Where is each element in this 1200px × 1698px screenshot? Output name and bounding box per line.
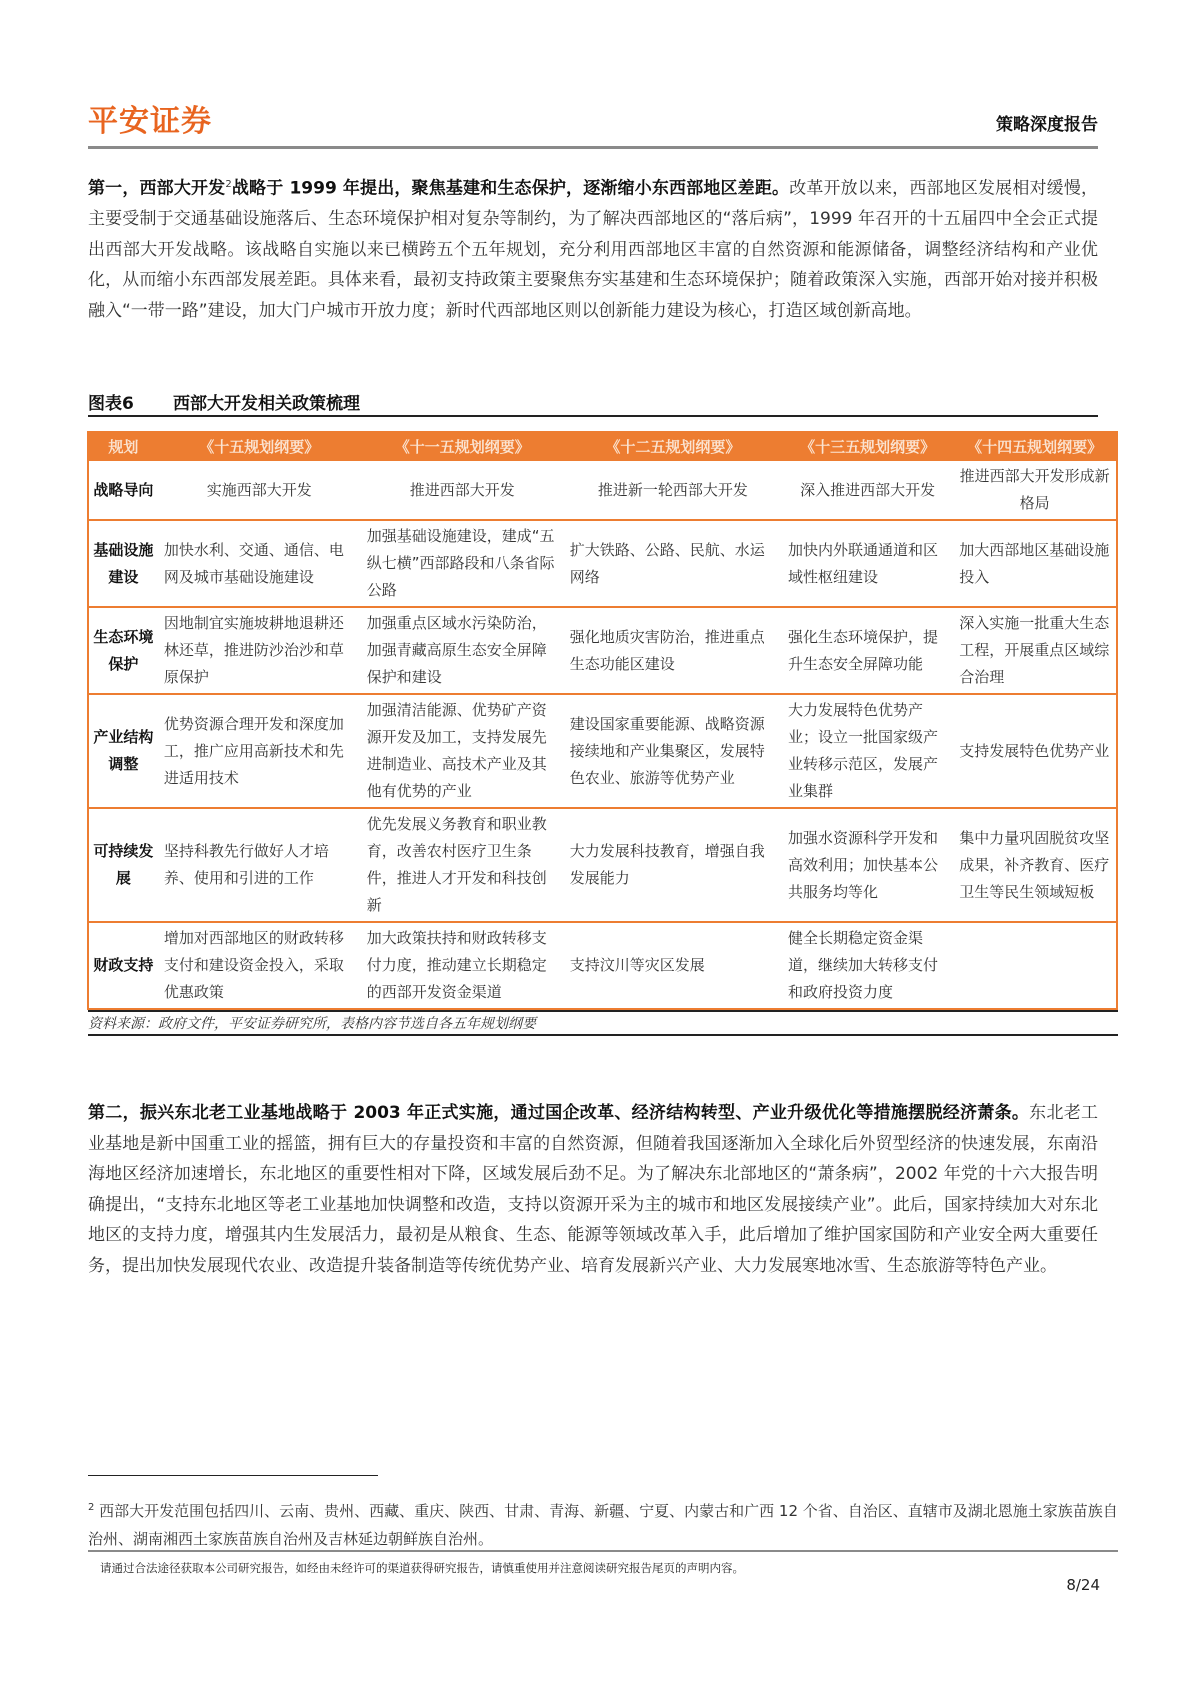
table-cell: 扩大铁路、公路、民航、水运网络 [564, 520, 782, 607]
table-row [88, 694, 1117, 808]
source-divider-bottom [88, 1034, 1118, 1036]
policy-table [87, 431, 1118, 1010]
table-cell: 加强清洁能源、优势矿产资源开发及加工，支持发展先进制造业、高技术产业及其他有优势的产业 [361, 694, 564, 808]
table-row [88, 460, 1117, 520]
table-cell: 加强基础设施建设，建成“五纵七横”西部路段和八条省际公路 [361, 520, 564, 607]
row-label: 战略导向 [88, 460, 158, 520]
paragraph-lead: 第二，振兴东北老工业基地战略于 2003 年正式实施，通过国企改革、经济结构转型、产业升级优化等措施摆脱经济萧条。 [88, 1103, 1030, 1123]
paragraph-northeast-revitalization [88, 1098, 1098, 1281]
table-cell: 推进西部大开发 [361, 460, 564, 520]
table-row [88, 808, 1117, 922]
paragraph-body: 东北老工业基地是新中国重工业的摇篮，拥有巨大的存量投资和丰富的自然资源，但随着我国逐渐加入全球化后外贸型经济的快速发展，东南沿海地区经济加速增长，东北地区的重要性相对下降，区域发展后劲不足。为了解决东北部地区的“萧条病”，2002 年党的十六大报告明确提出，“支持东北地区等老工业基地加快调整和改造，支持以资源开采为主的城市和地区发展接续产业”。此后，国家持续加大对东北地区的支持力度，增强其内生发展活力，最初是从粮食、生态、能源等领域改革入手，此后增加了维护国家国防和产业安全两大重要任务，提出加快发展现代农业、改造提升装备制造等传统优势产业、培育发展新兴产业、大力发展寒地冰雪、生态旅游等特色产业。 [88, 1103, 1099, 1276]
table-cell: 健全长期稳定资金渠道，继续加大转移支付和政府投资力度 [782, 922, 953, 1009]
table-cell: 支持汶川等灾区发展 [564, 922, 782, 1009]
row-label: 生态环境保护 [88, 607, 158, 694]
page-header [88, 96, 1098, 148]
table-cell: 大力发展科技教育，增强自我发展能力 [564, 808, 782, 922]
source-divider-top [88, 1010, 1118, 1012]
footnote-marker: 2 [88, 1502, 95, 1513]
table-row [88, 520, 1117, 607]
row-label: 财政支持 [88, 922, 158, 1009]
column-header: 《十四五规划纲要》 [953, 432, 1117, 460]
page-number: 8/24 [1066, 1576, 1100, 1594]
table-cell: 加快内外联通通道和区域性枢纽建设 [782, 520, 953, 607]
header-divider [88, 146, 1098, 149]
table-cell: 强化生态环境保护，提升生态安全屏障功能 [782, 607, 953, 694]
table-cell: 强化地质灾害防治，推进重点生态功能区建设 [564, 607, 782, 694]
footer-disclaimer: 请通过合法途径获取本公司研究报告，如经由未经许可的渠道获得研究报告，请慎重使用并注意阅读研究报告尾页的声明内容。 [100, 1561, 744, 1575]
row-label: 可持续发展 [88, 808, 158, 922]
table-cell: 增加对西部地区的财政转移支付和建设资金投入，采取优惠政策 [158, 922, 361, 1009]
report-type: 策略深度报告 [996, 115, 1098, 135]
table-cell: 加大西部地区基础设施投入 [953, 520, 1117, 607]
table-cell: 大力发展特色优势产业；设立一批国家级产业转移示范区，发展产业集群 [782, 694, 953, 808]
paragraph-body: 改革开放以来，西部地区发展相对缓慢，主要受制于交通基础设施落后、生态环境保护相对复杂等制约，为了解决西部地区的“落后病”，1999 年召开的十五届四中全会正式提出西部大开发战略。该战略自实施以来已横跨五个五年规划，充分利用西部地区丰富的自然资源和能源储备，调整经济结构和产业优化，从而缩小东西部发展差距。具体来看，最初支持政策主要聚焦夯实基建和生态环境保护；随着政策深入实施，西部开始对接并积极融入“一带一路”建设，加大门户城市开放力度；新时代西部地区则以创新能力建设为核心，打造区域创新高地。 [88, 178, 1099, 321]
figure-caption: 西部大开发相关政策梳理 [173, 394, 360, 414]
footer-divider [88, 1550, 1118, 1552]
table-cell: 推进西部大开发形成新格局 [953, 460, 1117, 520]
table-cell: 加快水利、交通、通信、电网及城市基础设施建设 [158, 520, 361, 607]
column-header: 《十二五规划纲要》 [564, 432, 782, 460]
table-cell: 深入实施一批重大生态工程，开展重点区域综合治理 [953, 607, 1117, 694]
table-row [88, 922, 1117, 1009]
figure-number: 图表6 [88, 394, 134, 414]
table-cell: 深入推进西部大开发 [782, 460, 953, 520]
table-cell [953, 922, 1117, 1009]
footnote-ref[interactable]: 2 [225, 179, 232, 190]
footnote [88, 1494, 1118, 1553]
table-cell: 建设国家重要能源、战略资源接续地和产业集聚区，发展特色农业、旅游等优势产业 [564, 694, 782, 808]
table-cell: 加强水资源科学开发和高效利用；加快基本公共服务均等化 [782, 808, 953, 922]
footnote-text: 西部大开发范围包括四川、云南、贵州、西藏、重庆、陕西、甘肃、青海、新疆、宁夏、内蒙古和广西 12 个省、自治区、直辖市及湖北恩施土家族苗族自治州、湖南湘西土家族苗族自治州及吉林延边朝鲜族自治州。 [88, 1502, 1118, 1548]
row-label: 产业结构调整 [88, 694, 158, 808]
table-cell: 支持发展特色优势产业 [953, 694, 1117, 808]
figure-title [88, 389, 1098, 417]
table-cell: 实施西部大开发 [158, 460, 361, 520]
column-header: 《十五规划纲要》 [158, 432, 361, 460]
table-cell: 推进新一轮西部大开发 [564, 460, 782, 520]
row-label: 基础设施建设 [88, 520, 158, 607]
table-header-row [88, 432, 1117, 460]
table-cell: 因地制宜实施坡耕地退耕还林还草，推进防沙治沙和草原保护 [158, 607, 361, 694]
brand-logo: 平安证券 [88, 104, 212, 139]
paragraph-west-development [88, 170, 1098, 326]
column-header: 《十三五规划纲要》 [782, 432, 953, 460]
table-row [88, 607, 1117, 694]
table-cell: 优先发展义务教育和职业教育，改善农村医疗卫生条件，推进人才开发和科技创新 [361, 808, 564, 922]
table-cell: 集中力量巩固脱贫攻坚成果，补齐教育、医疗卫生等民生领域短板 [953, 808, 1117, 922]
table-cell: 坚持科教先行做好人才培养、使用和引进的工作 [158, 808, 361, 922]
footnote-divider [88, 1475, 378, 1476]
figure-source: 资料来源：政府文件，平安证券研究所，表格内容节选自各五年规划纲要 [88, 1016, 536, 1032]
paragraph-lead: 第一，西部大开发 [88, 178, 226, 199]
table-cell: 优势资源合理开发和深度加工，推广应用高新技术和先进适用技术 [158, 694, 361, 808]
column-header: 规划 [88, 432, 158, 460]
paragraph-lead-cont: 战略于 1999 年提出，聚焦基建和生态保护，逐渐缩小东西部地区差距。 [231, 178, 790, 199]
table-cell: 加强重点区域水污染防治，加强青藏高原生态安全屏障保护和建设 [361, 607, 564, 694]
column-header: 《十一五规划纲要》 [361, 432, 564, 460]
table-cell: 加大政策扶持和财政转移支付力度，推动建立长期稳定的西部开发资金渠道 [361, 922, 564, 1009]
